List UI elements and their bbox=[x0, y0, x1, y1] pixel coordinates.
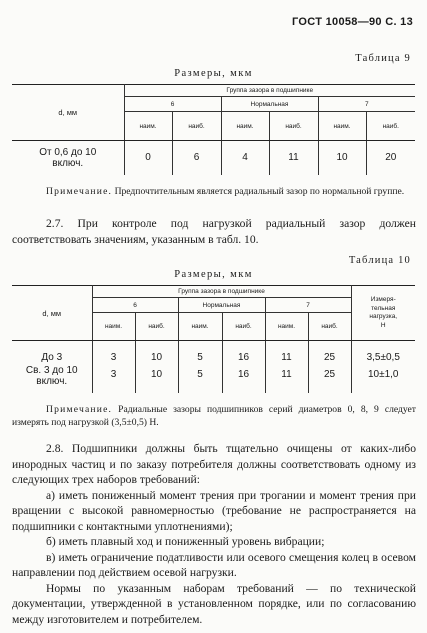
table-9-subheader: наиб. bbox=[269, 112, 318, 141]
table-cell: 25 bbox=[308, 341, 351, 363]
note-text: Предпочтительным является радиальный зазор по нормальной группе. bbox=[112, 186, 405, 197]
table-cell: 5 bbox=[178, 363, 222, 393]
row-label-line: включ. bbox=[52, 157, 84, 169]
table-10-group-6: 6 bbox=[92, 298, 178, 313]
table-cell: 11 bbox=[265, 341, 308, 363]
load-header-line: Н bbox=[380, 321, 386, 329]
table-cell: 6 bbox=[172, 141, 221, 175]
table-10-subheader: наим. bbox=[265, 313, 308, 341]
table-9-row-label bbox=[12, 141, 124, 175]
table-9-group-header: Группа зазора в подшипнике bbox=[124, 85, 415, 97]
table-10-subheader: наиб. bbox=[135, 313, 178, 341]
table-row bbox=[12, 341, 415, 363]
table-cell: 25 bbox=[308, 363, 351, 393]
row-label-line: От 0,6 до 10 bbox=[39, 146, 97, 158]
row-label-line: Св. 3 до 10 bbox=[25, 364, 78, 376]
table-10-row-label bbox=[12, 363, 92, 393]
table-10-subheader: наиб. bbox=[308, 313, 351, 341]
table-cell: 4 bbox=[221, 141, 269, 175]
note-1 bbox=[12, 186, 416, 199]
table-9-group-normal: Нормальная bbox=[221, 97, 318, 112]
requirement-item-a: а) иметь пониженный момент трения при трогании и момент трения при вращении с высокой равномерностью (требование не распространяется на подшипники с контактными уплотнениями); bbox=[12, 488, 416, 533]
table-10-caption: Таблица 10 bbox=[348, 255, 411, 266]
table-cell: 10 bbox=[318, 141, 366, 175]
table-9-subheader: наиб. bbox=[366, 112, 415, 141]
table-9-subheader: наим. bbox=[124, 112, 172, 141]
table-cell: 16 bbox=[222, 341, 265, 363]
table-9-group-7: 7 bbox=[318, 97, 415, 112]
table-row bbox=[12, 363, 415, 393]
table-cell-load: 10±1,0 bbox=[367, 368, 399, 380]
table-row bbox=[12, 141, 415, 175]
paragraph-2-8-intro: 2.8. Подшипники должны быть тщательно очищены от каких-либо инородных частиц и по заказу потребителя должны соответствовать одному из следующих трех наборов требований: bbox=[12, 442, 416, 486]
page-header: ГОСТ 10058—90 С. 13 bbox=[292, 16, 413, 28]
table-10-group-normal: Нормальная bbox=[178, 298, 265, 313]
note-label: Примечание. bbox=[46, 404, 113, 415]
table-cell: 10 bbox=[135, 363, 178, 393]
load-header-line: тельная bbox=[371, 304, 396, 312]
table-cell: 16 bbox=[222, 363, 265, 393]
note-text: Радиальные зазоры подшипников серий диаметров 0, 8, 9 следует измерять под нагрузкой (3,5±0,5) Н. bbox=[12, 404, 416, 428]
table-10-load-header bbox=[351, 286, 415, 341]
table-cell: 3 bbox=[92, 363, 135, 393]
requirement-item-c: в) иметь ограничение податливости или осевого смещения колец в осевом направлении под действием осевой нагрузки. bbox=[12, 550, 416, 579]
table-10-header-d: d, мм bbox=[12, 286, 92, 341]
table-cell: 3 bbox=[92, 341, 135, 363]
row-label-line: включ. bbox=[36, 375, 68, 387]
table-10-subheader: наим. bbox=[92, 313, 135, 341]
paragraph-2-8-closing: Нормы по указанным наборам требований — по технической документации, утвержденной в установленном порядке, или по согласованию между изготовителем и потребителем. bbox=[12, 581, 416, 626]
table-9 bbox=[12, 84, 415, 175]
table-9-caption: Таблица 9 bbox=[355, 53, 411, 64]
table-9-subheader: наиб. bbox=[172, 112, 221, 141]
section-2-8 bbox=[12, 441, 416, 627]
table-10-subheader: наиб. bbox=[222, 313, 265, 341]
table-9-group-6: 6 bbox=[124, 97, 221, 112]
table-9-units: Размеры, мкм bbox=[174, 68, 253, 79]
load-header-line: Измеря- bbox=[370, 296, 396, 303]
table-10-group-header: Группа зазора в подшипнике bbox=[92, 286, 351, 298]
table-cell: 20 bbox=[385, 152, 397, 164]
table-cell: 10 bbox=[135, 341, 178, 363]
paragraph-2-7: 2.7. При контроле под нагрузкой радиальный зазор должен соответствовать значениям, указанным в табл. 10. bbox=[12, 217, 416, 246]
requirement-item-b: б) иметь плавный ход и пониженный уровень вибрации; bbox=[46, 535, 325, 548]
table-cell-load: 3,5±0,5 bbox=[366, 351, 400, 363]
table-10 bbox=[12, 285, 415, 393]
note-2 bbox=[12, 404, 416, 429]
table-10-group-7: 7 bbox=[265, 298, 351, 313]
table-9-subheader: наим. bbox=[221, 112, 269, 141]
table-9-header-d: d, мм bbox=[12, 85, 124, 141]
table-9-subheader: наим. bbox=[318, 112, 366, 141]
table-cell: 11 bbox=[265, 363, 308, 393]
table-cell: 5 bbox=[178, 341, 222, 363]
table-10-units: Размеры, мкм bbox=[174, 269, 253, 280]
table-10-row-label: До 3 bbox=[12, 341, 92, 363]
table-cell: 11 bbox=[269, 141, 318, 175]
table-cell: 0 bbox=[124, 141, 172, 175]
load-header-line: нагрузка, bbox=[369, 313, 398, 320]
note-label: Примечание. bbox=[46, 186, 113, 197]
table-10-subheader: наим. bbox=[178, 313, 222, 341]
